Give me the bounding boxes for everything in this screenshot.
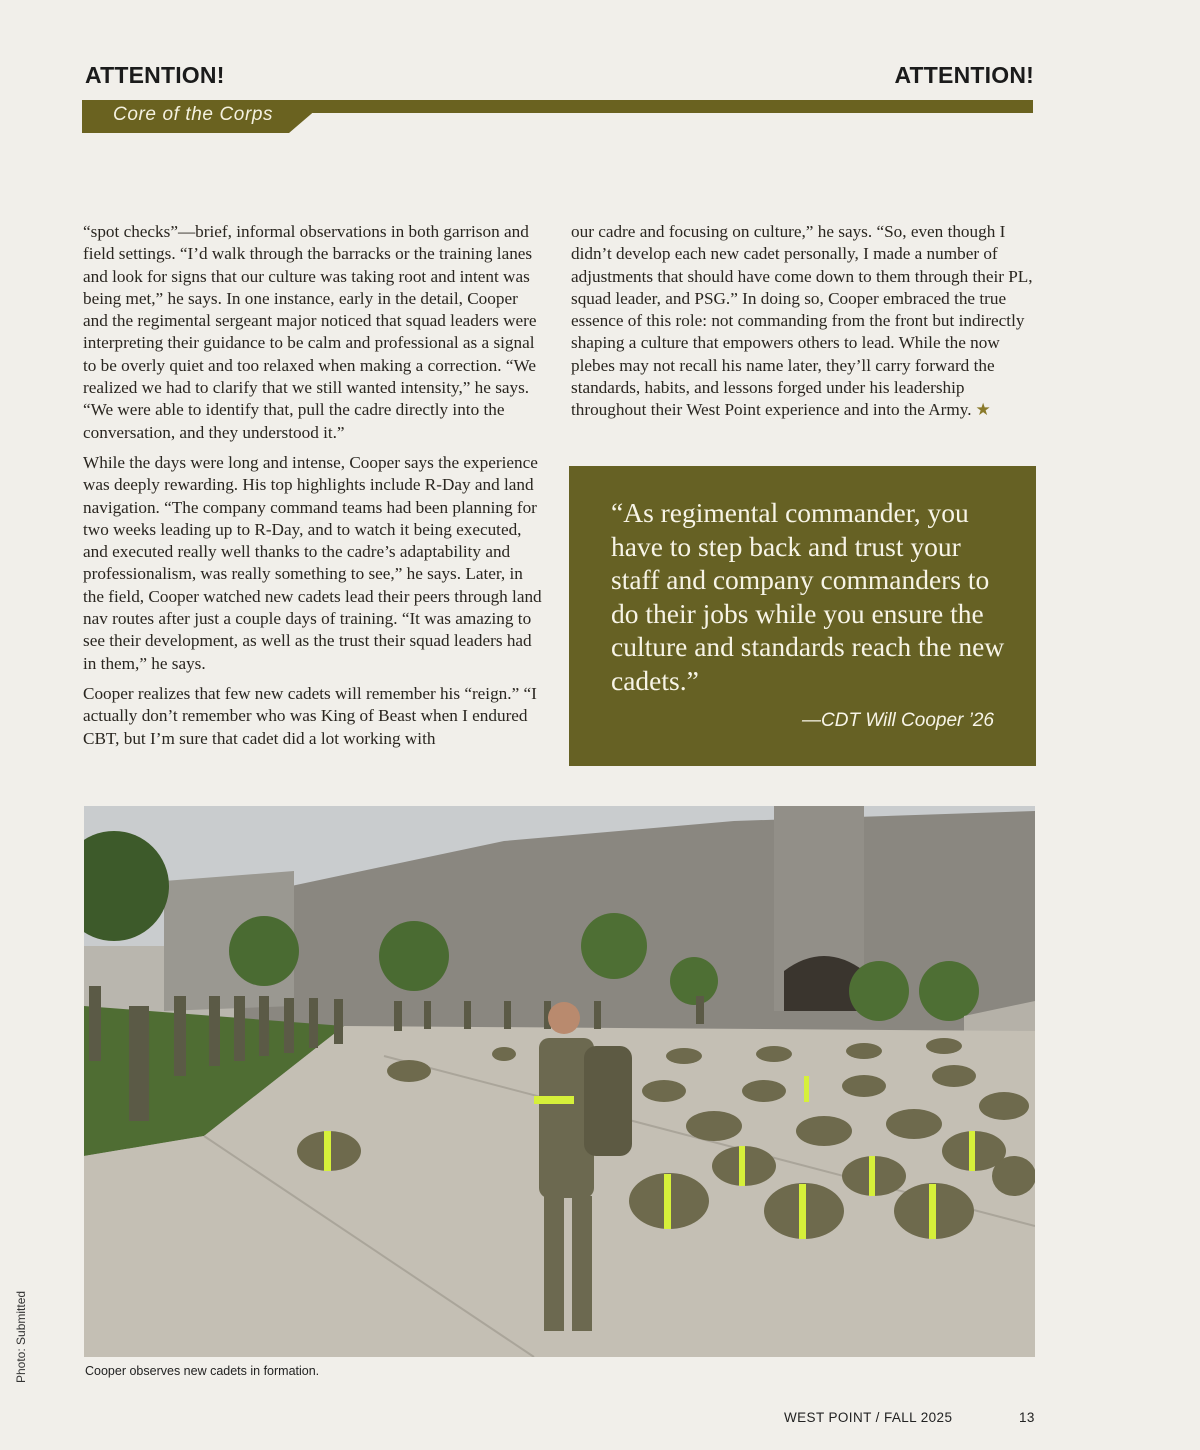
paragraph: Cooper realizes that few new cadets will remember his “reign.” “I actually don’t remember who was King of Beast when I endured CBT, but I’m sure that cadet did a lot working with — [83, 683, 537, 748]
article-column-left — [83, 221, 545, 758]
section-label: Core of the Corps — [113, 104, 274, 125]
article-column-right — [571, 221, 1033, 430]
running-header-left: ATTENTION! — [85, 62, 225, 88]
photo-tree — [919, 961, 979, 1021]
photo-tree — [229, 916, 299, 986]
paragraph: “spot checks”—brief, informal observations in both garrison and field settings. “I’d walk through the barracks or the training lanes and look for signs that our culture was taking root and intent was being met,” he says. In one instance, early in the detail, Cooper and the regimental sergeant major noticed that squad leaders were interpreting their guidance to be calm and professional as a signal to be overly quiet and too relaxed when making a correction. “We realized we had to clarify that we still wanted intensity,” he says. “We were able to identify that, pull the cadre directly into the conversation, and they understood it.” — [83, 222, 537, 442]
page-number: 13 — [1019, 1410, 1035, 1425]
paragraph: While the days were long and intense, Cooper says the experience was deeply rewarding. His top highlights include R-Day and land navigation. “The company command teams had been planning for two weeks leading up to R-Day, and to watch it being executed, and executed really well thanks to the cadre’s adaptability and professionalism, was really something to see,” he says. Later, in the field, Cooper watched new cadets lead their peers through land nav routes after just a couple days of training. “It was amazing to see their development, as well as the trust their squad leaders had in them,” he says. — [83, 452, 542, 673]
pull-quote-attribution: —CDT Will Cooper ’26 — [802, 710, 994, 731]
paragraph-text: our cadre and focusing on culture,” he says. “So, even though I didn’t develop each new cadet personally, I made a number of adjustments that should have come down to them through their PL, squad leader, and PSG.” In doing so, Cooper embraced the true essence of this role: not commanding from the front but indirectly shaping a culture that empowers others to lead. While the now plebes may not recall his name later, they’ll carry forward the standards, habits, and lessons forged under his leadership throughout their West Point experience and into the Army. — [571, 222, 1033, 420]
photo-tree — [849, 961, 909, 1021]
article-photo — [84, 806, 1035, 1357]
photo-caption: Cooper observes new cadets in formation. — [85, 1364, 320, 1378]
running-header-right: ATTENTION! — [894, 62, 1034, 88]
photo-tree — [379, 921, 449, 991]
end-star-icon: ★ — [975, 400, 991, 420]
photo-credit: Photo: Submitted — [14, 1290, 28, 1383]
photo-tree — [670, 957, 718, 1005]
pull-quote — [569, 466, 1036, 766]
footer-publication: WEST POINT / FALL 2025 — [784, 1410, 953, 1425]
paragraph — [571, 221, 1033, 422]
pull-quote-text: “As regimental commander, you have to step back and trust your staff and company commanders to do their jobs while you ensure the culture and standards reach the new cadets.” — [611, 497, 1005, 696]
photo-tree — [581, 913, 647, 979]
